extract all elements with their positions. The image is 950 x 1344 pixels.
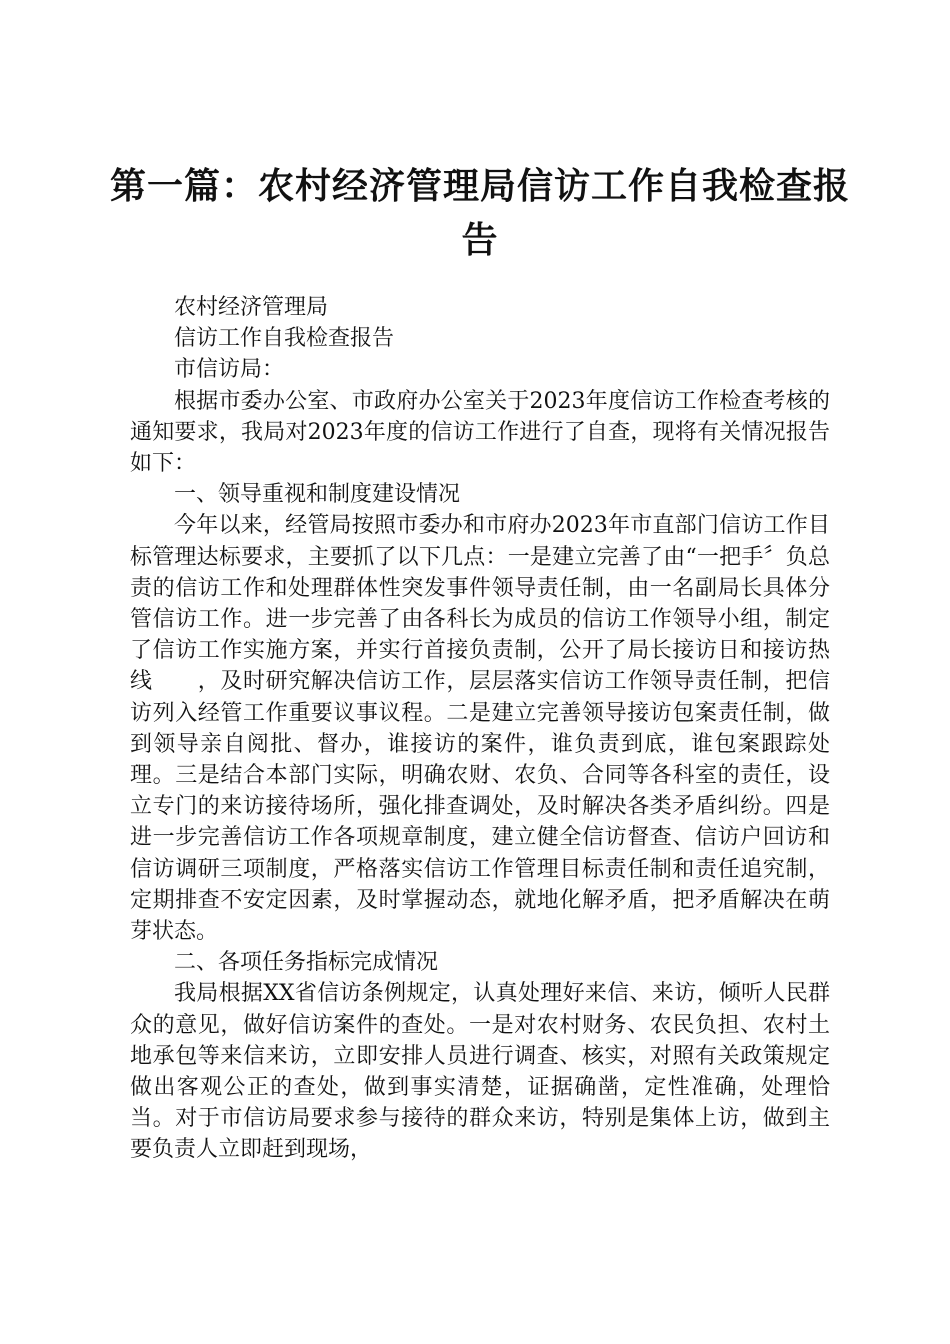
addressee-line: 市信访局：: [174, 357, 285, 383]
document-body: [130, 292, 830, 1166]
section-heading-2: 二、各项任务指标完成情况: [174, 950, 439, 976]
intro-paragraph: 根据市委办公室、市政府办公室关于2023年度信访工作检查考核的通知要求，我局对2023年度的信访工作进行了自查，现将有关情况报告如下：: [130, 388, 830, 477]
report-name-line: 信访工作自我检查报告: [174, 326, 395, 352]
section-1-paragraph: 今年以来，经管局按照市委办和市府办2023年市直部门信访工作目标管理达标要求，主要抓了以下几点：一是建立完善了由“一把手〞负总责的信访工作和处理群体性突发事件领导责任制，由一名副局长具体分管信访工作。进一步完善了由各科长为成员的信访工作领导小组，制定了信访工作实施方案，并实行首接负责制，公开了局长接访日和接访热线 ，及时研究解决信访工作，层层落实信访工作领导责任制，把信访列入经管工作重要议事议程。二是建立完善领导接访包案责任制，做到领导亲自阅批、督办，谁接访的案件，谁负责到底，谁包案跟踪处理。三是结合本部门实际，明确农财、农负、合同等各科室的责任，设立专门的来访接待场所，强化排查调处，及时解决各类矛盾纠纷。四是进一步完善信访工作各项规章制度，建立健全信访督查、信访户回访和信访调研三项制度，严格落实信访工作管理目标责任制和责任追究制，定期排查不安定因素，及时掌握动态，就地化解矛盾，把矛盾解决在萌芽状态。: [130, 513, 830, 945]
section-2-paragraph: 我局根据XX省信访条例规定，认真处理好来信、来访，倾听人民群众的意见，做好信访案件的查处。一是对农村财务、农民负担、农村土地承包等来信来访，立即安排人员进行调查、核实，对照有关政策规定做出客观公正的查处，做到事实清楚，证据确凿，定性准确，处理恰当。对于市信访局要求参与接待的群众来访，特别是集体上访，做到主要负责人立即赶到现场，: [130, 981, 830, 1163]
document-title: 第一篇：农村经济管理局信访工作自我检查报告: [110, 166, 851, 261]
org-name-line: 农村经济管理局: [174, 295, 329, 320]
section-heading-1: 一、领导重视和制度建设情况: [174, 482, 461, 508]
